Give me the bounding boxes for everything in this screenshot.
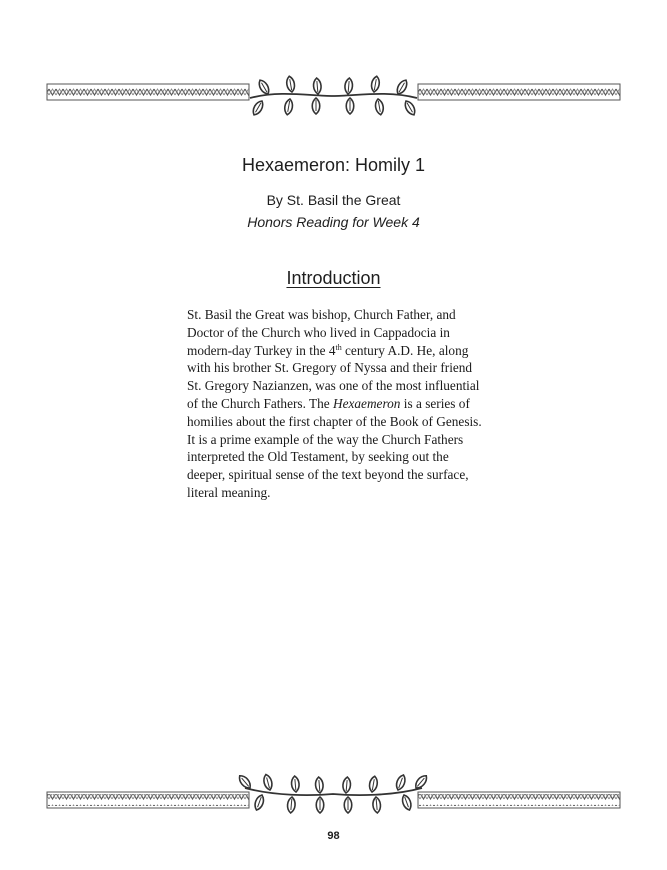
paragraph-text: century A.D. He, along with his brother St. Gregory of Nyssa and their friend St. Gregory Nazianzen, was one of the most influential of the Church Fathers. The — [187, 342, 480, 411]
intro-paragraph — [187, 306, 487, 502]
page-number: 98 — [327, 830, 340, 842]
paragraph-text: St. Basil the Great was bishop, Church Father, and Doctor of the Church who lived in Cappadocia in modern-day Turkey in the 4 — [187, 307, 456, 358]
document-title: Hexaemeron: Homily 1 — [241, 155, 426, 175]
ordinal-suffix: th — [335, 342, 342, 352]
top-decorative-border — [0, 74, 667, 126]
left-braid-band — [47, 84, 249, 100]
laurel-vine-divider-icon — [250, 76, 417, 117]
bottom-decorative-border — [0, 766, 667, 816]
right-braid-band — [418, 84, 620, 100]
laurel-vine-divider-icon — [237, 773, 429, 813]
left-braid-band — [47, 792, 249, 808]
book-title-italic: Hexaemeron — [333, 395, 401, 411]
paragraph-text: is a series of homilies about the first chapter of the Book of Genesis. It is a prime example of the way the Church Fathers interpreted the Old Testament, by seeking out the deeper, spiritual sense of the text beyond the surface, literal meaning. — [187, 395, 482, 500]
right-braid-band — [418, 792, 620, 808]
section-heading: Introduction — [286, 268, 381, 288]
author-line: By St. Basil the Great — [266, 192, 401, 208]
reading-subtitle: Honors Reading for Week 4 — [247, 214, 420, 230]
